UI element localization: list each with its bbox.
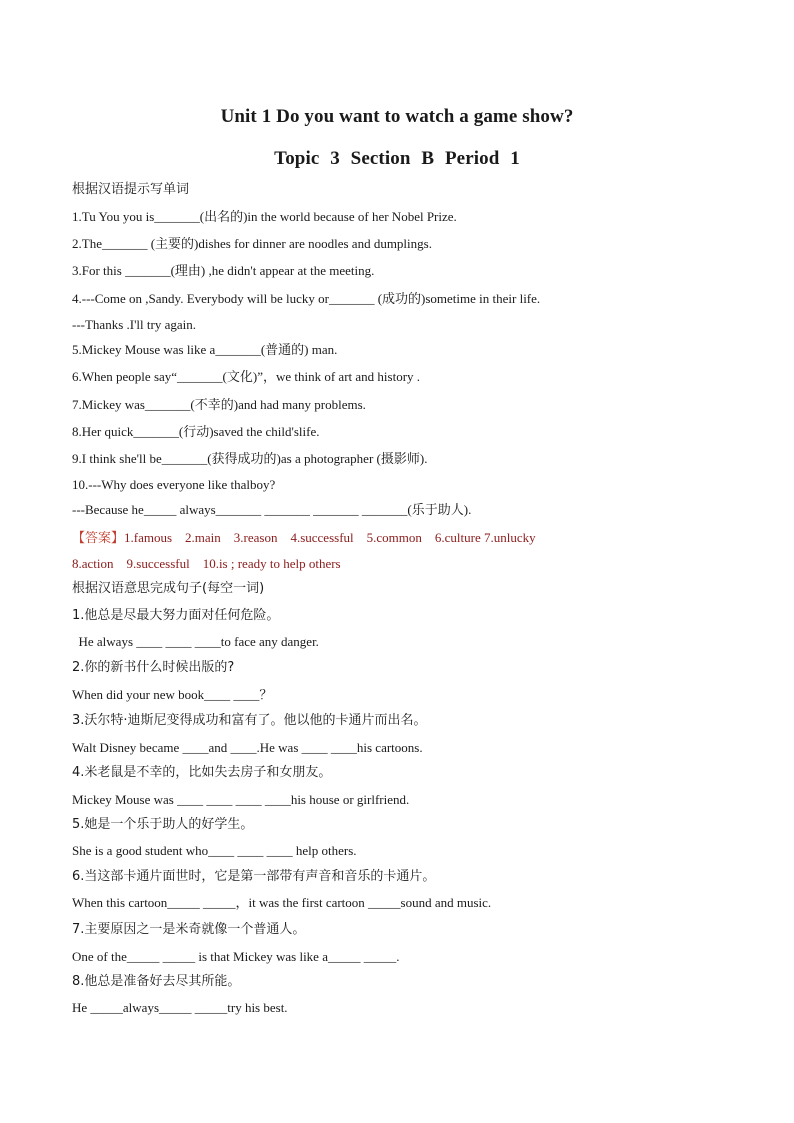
exercise-sentence: She is a good student who____ ____ ____ help others. — [72, 843, 357, 858]
exercise-item: 10.---Why does everyone like thalboy? — [72, 477, 276, 492]
exercise-item: ---Because he_____ always_______ _______ _______ _______(乐于助人). — [72, 502, 472, 517]
exercise-prompt-cn: 8.他总是准备好去尽其所能。 — [72, 974, 241, 989]
exercise-prompt-cn: 4.米老鼠是不幸的，比如失去房子和女朋友。 — [72, 765, 332, 780]
exercise-item: 4.---Come on ,Sandy. Everybody will be lucky or_______ (成功的)sometime in their life. — [72, 291, 541, 306]
answer-line-2: 8.action 9.successful 10.is ; ready to help others — [72, 556, 341, 571]
section1-heading: 根据汉语提示写单词 — [72, 182, 190, 197]
answer-label: 【答案】 — [72, 531, 125, 546]
exercise-sentence: He always ____ ____ ____to face any danger. — [72, 634, 319, 649]
unit-title: Unit 1 Do you want to watch a game show? — [220, 106, 574, 127]
exercise-sentence: One of the_____ _____ is that Mickey was like a_____ _____. — [72, 949, 400, 964]
exercise-sentence: Walt Disney became ____and ____.He was ____ ____his cartoons. — [72, 740, 423, 755]
exercise-prompt-cn: 3.沃尔特·迪斯尼变得成功和富有了。他以他的卡通片而出名。 — [72, 713, 427, 728]
exercise-item: ---Thanks .I'll try again. — [72, 317, 196, 332]
exercise-item: 8.Her quick_______(行动)saved the child'slife. — [72, 424, 320, 439]
exercise-item: 1.Tu You you is_______(出名的)in the world because of her Nobel Prize. — [72, 209, 457, 224]
exercise-item: 5.Mickey Mouse was like a_______(普通的) man. — [72, 342, 338, 357]
exercise-item: 9.I think she'll be_______(获得成功的)as a photographer (摄影师). — [72, 451, 428, 466]
exercise-prompt-cn: 1.他总是尽最大努力面对任何危险。 — [72, 608, 280, 623]
topic-subtitle: Topic 3 Section B Period 1 — [274, 148, 520, 169]
exercise-item: 2.The_______ (主要的)dishes for dinner are noodles and dumplings. — [72, 236, 432, 251]
exercise-prompt-cn: 5.她是一个乐于助人的好学生。 — [72, 817, 254, 832]
section2-heading: 根据汉语意思完成句子(每空一词) — [72, 581, 265, 596]
exercise-sentence: When did your new book____ ____？ — [72, 687, 273, 702]
answer-line-1 — [72, 530, 536, 547]
exercise-item: 7.Mickey was_______(不幸的)and had many problems. — [72, 397, 366, 412]
exercise-sentence: He _____always_____ _____try his best. — [72, 1000, 288, 1015]
exercise-sentence: When this cartoon_____ _____，it was the first cartoon _____sound and music. — [72, 895, 492, 910]
exercise-prompt-cn: 2.你的新书什么时候出版的? — [72, 660, 235, 675]
exercise-sentence: Mickey Mouse was ____ ____ ____ ____his house or girlfriend. — [72, 792, 410, 807]
answer-text: 1.famous 2.main 3.reason 4.successful 5.common 6.culture 7.unlucky — [124, 530, 536, 545]
exercise-item: 6.When people say“_______(文化)”，we think of art and history . — [72, 369, 421, 384]
exercise-prompt-cn: 7.主要原因之一是米奇就像一个普通人。 — [72, 922, 306, 937]
exercise-item: 3.For this _______(理由) ,he didn't appear at the meeting. — [72, 263, 375, 278]
exercise-prompt-cn: 6.当这部卡通片面世时，它是第一部带有声音和音乐的卡通片。 — [72, 869, 436, 884]
